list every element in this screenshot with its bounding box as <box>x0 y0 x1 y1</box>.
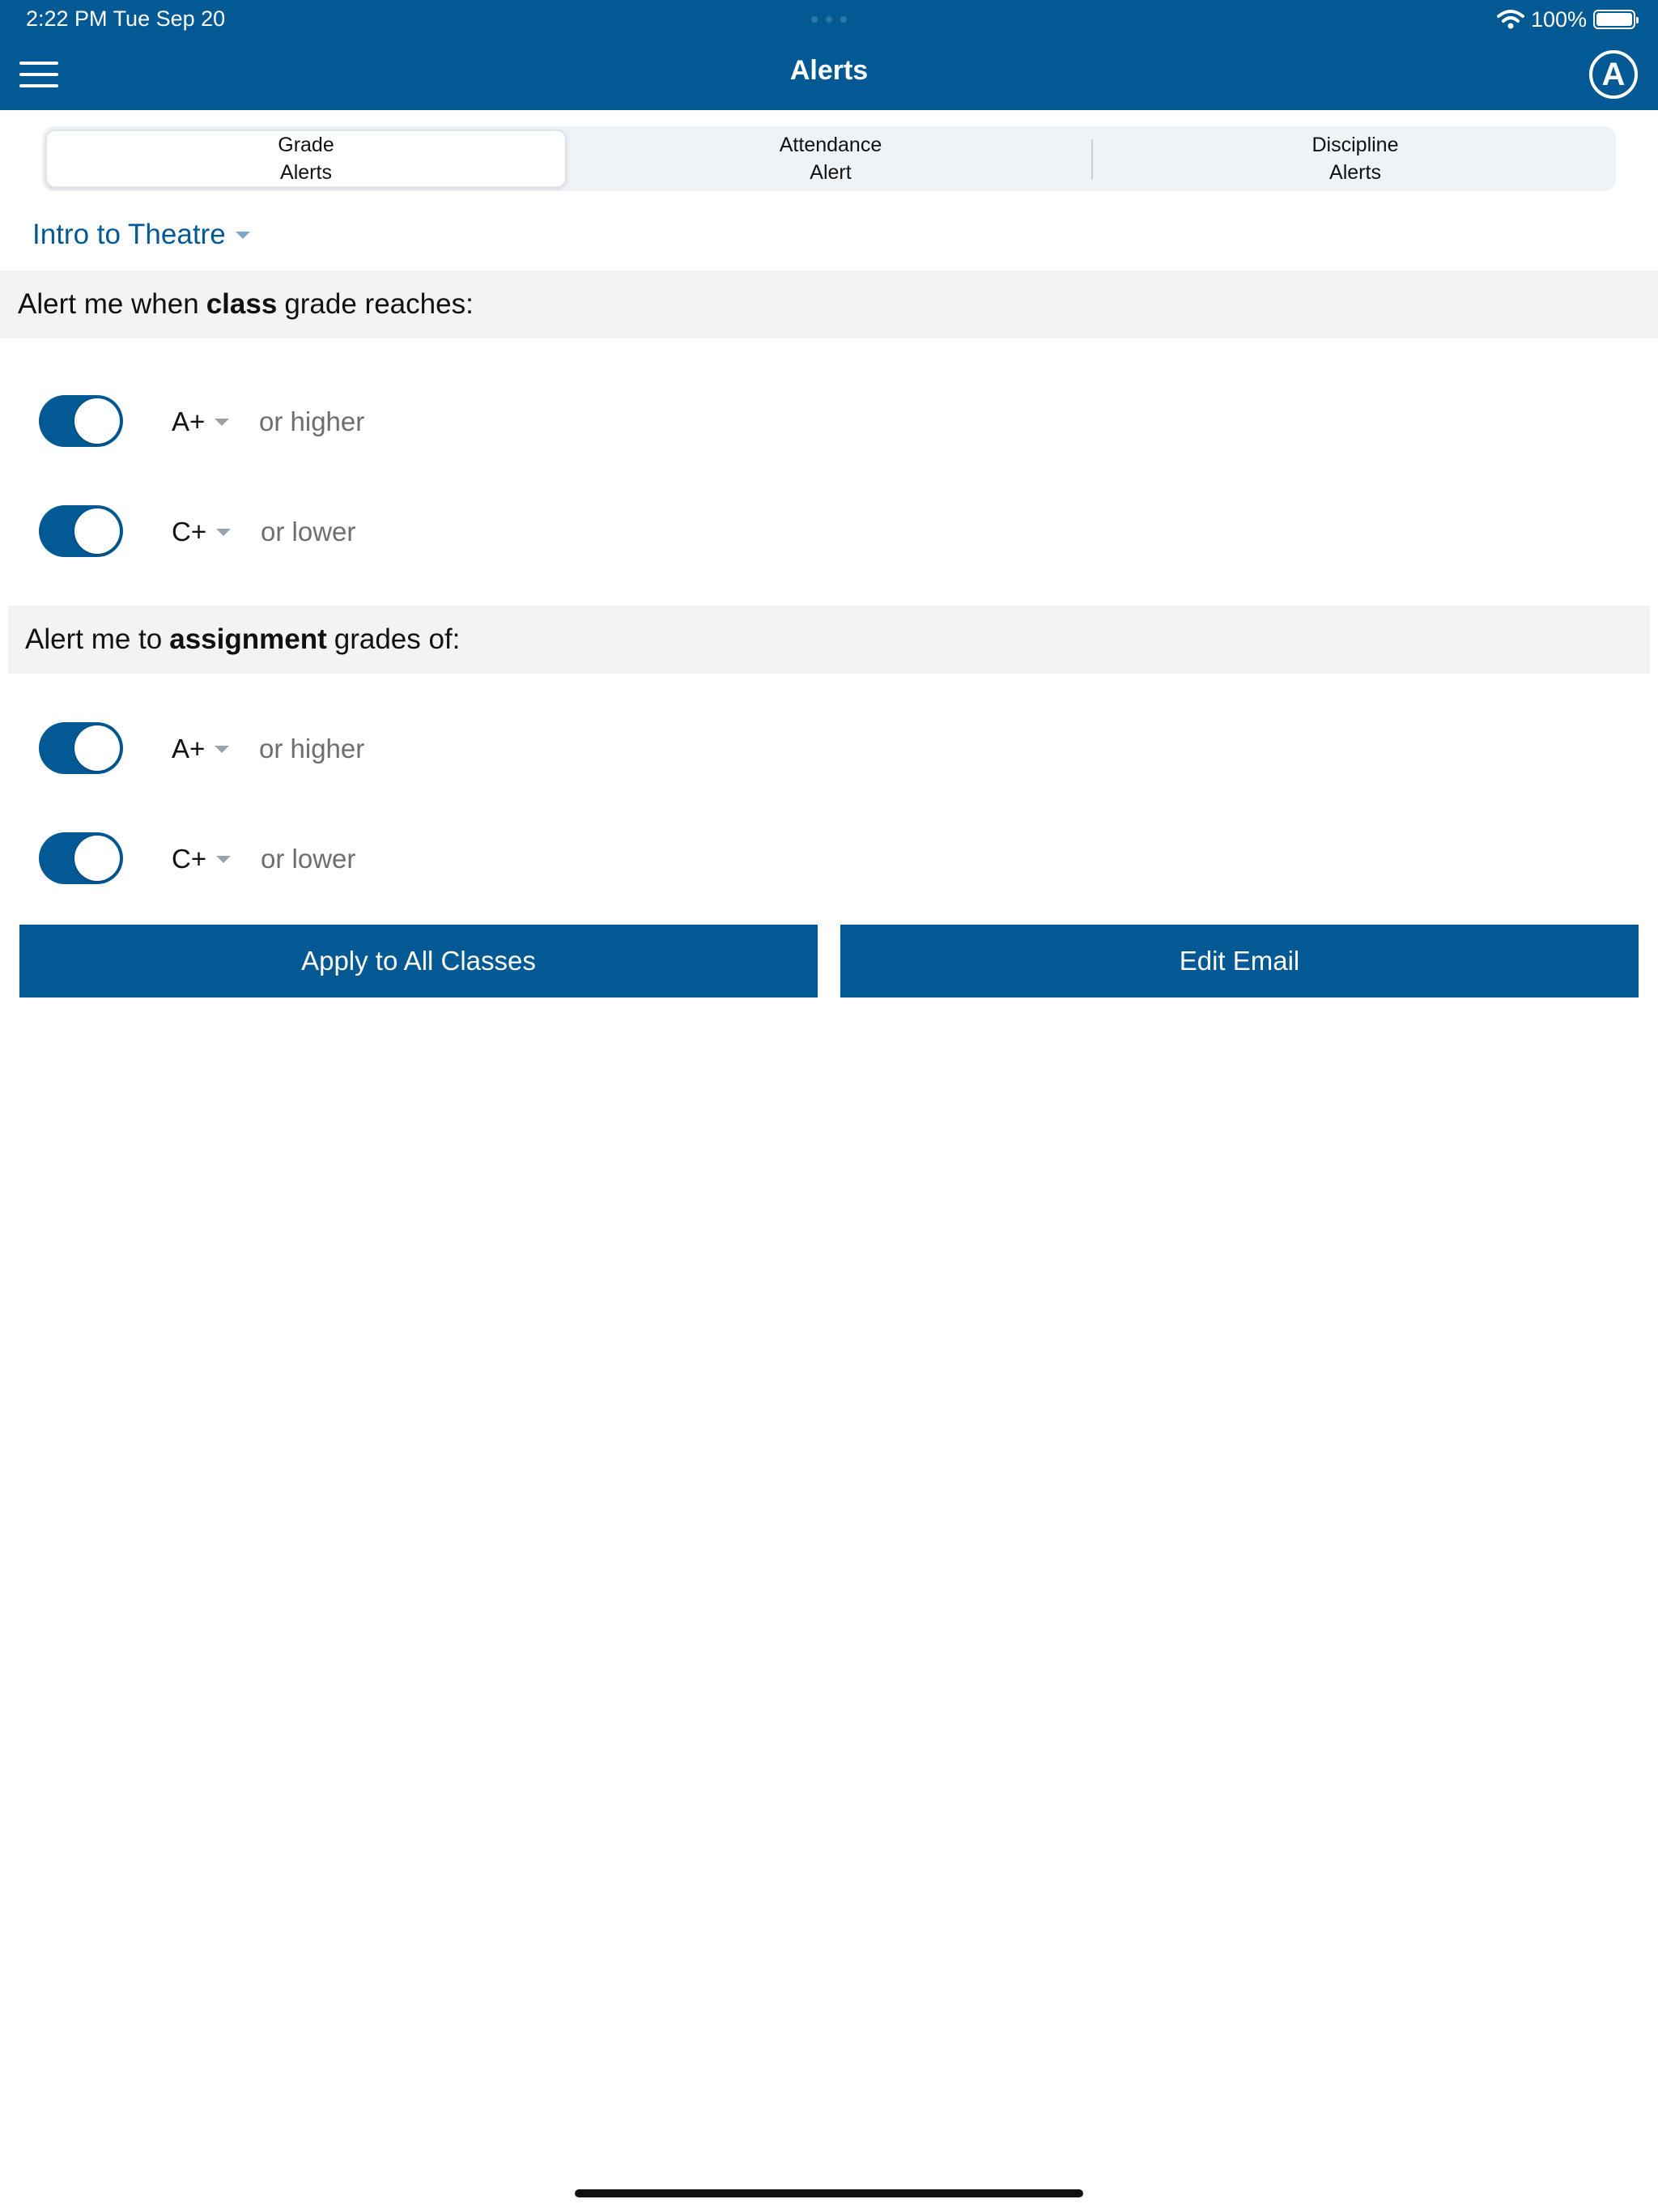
tab-label-line2: Alert <box>810 161 852 184</box>
tab-divider <box>1091 139 1093 180</box>
apply-to-all-classes-button[interactable]: Apply to All Classes <box>19 925 818 998</box>
page-title: Alerts <box>789 55 869 86</box>
section-text-pre: Alert me to <box>25 623 163 655</box>
assignment-grade-section-header <box>8 606 1650 674</box>
multitasking-dots-icon[interactable] <box>811 16 847 23</box>
class-grade-section-header <box>0 270 1658 338</box>
assignment-low-toggle[interactable] <box>39 832 123 884</box>
wifi-icon <box>1497 9 1524 30</box>
grade-value: A+ <box>172 406 206 436</box>
tab-label-line2: Alerts <box>280 161 332 184</box>
chevron-down-icon <box>215 746 229 753</box>
class-alert-row-low <box>39 504 687 560</box>
alert-type-tabs <box>42 126 1616 191</box>
tab-grade-alerts[interactable] <box>45 130 567 188</box>
chevron-down-icon <box>215 419 229 426</box>
class-low-grade-dropdown[interactable] <box>172 504 231 560</box>
tab-label-line1: Attendance <box>779 134 882 156</box>
section-text-bold: class <box>206 288 278 320</box>
tab-label-line1: Discipline <box>1312 134 1399 156</box>
condition-label: or lower <box>261 517 356 547</box>
condition-label: or lower <box>261 844 356 874</box>
condition-label: or higher <box>259 734 365 764</box>
profile-a-icon[interactable]: A <box>1589 50 1638 99</box>
class-high-toggle[interactable] <box>39 395 123 447</box>
status-time: 2:22 PM Tue Sep 20 <box>26 6 226 31</box>
battery-percent: 100% <box>1530 6 1587 32</box>
class-low-toggle[interactable] <box>39 505 123 557</box>
chevron-down-icon <box>216 529 231 536</box>
home-indicator[interactable] <box>575 2189 1083 2197</box>
section-text-bold: assignment <box>169 623 327 655</box>
chevron-down-icon <box>216 856 231 863</box>
status-indicators <box>1497 5 1635 34</box>
class-alert-row-high <box>39 393 687 450</box>
assignment-high-toggle[interactable] <box>39 722 123 774</box>
assignment-alert-row-high <box>39 721 687 777</box>
tab-discipline-alerts[interactable] <box>1095 130 1616 188</box>
battery-icon <box>1593 10 1635 29</box>
section-text-post: grades of: <box>334 623 461 655</box>
edit-email-button[interactable]: Edit Email <box>840 925 1639 998</box>
section-text-pre: Alert me when <box>18 288 199 320</box>
class-dropdown-value: Intro to Theatre <box>32 219 226 250</box>
tab-attendance-alert[interactable] <box>570 130 1091 188</box>
chevron-down-icon <box>236 232 250 239</box>
class-dropdown[interactable] <box>32 217 250 253</box>
tab-label-line2: Alerts <box>1329 161 1381 184</box>
assignment-low-grade-dropdown[interactable] <box>172 831 231 887</box>
assignment-alert-row-low <box>39 831 687 887</box>
grade-value: C+ <box>172 844 207 874</box>
grade-value: C+ <box>172 517 207 547</box>
grade-value: A+ <box>172 734 206 764</box>
class-high-grade-dropdown[interactable] <box>172 393 229 450</box>
tab-label-line1: Grade <box>278 134 334 156</box>
assignment-high-grade-dropdown[interactable] <box>172 721 229 777</box>
condition-label: or higher <box>259 406 365 436</box>
section-text-post: grade reaches: <box>284 288 474 320</box>
app-header <box>0 0 1658 110</box>
